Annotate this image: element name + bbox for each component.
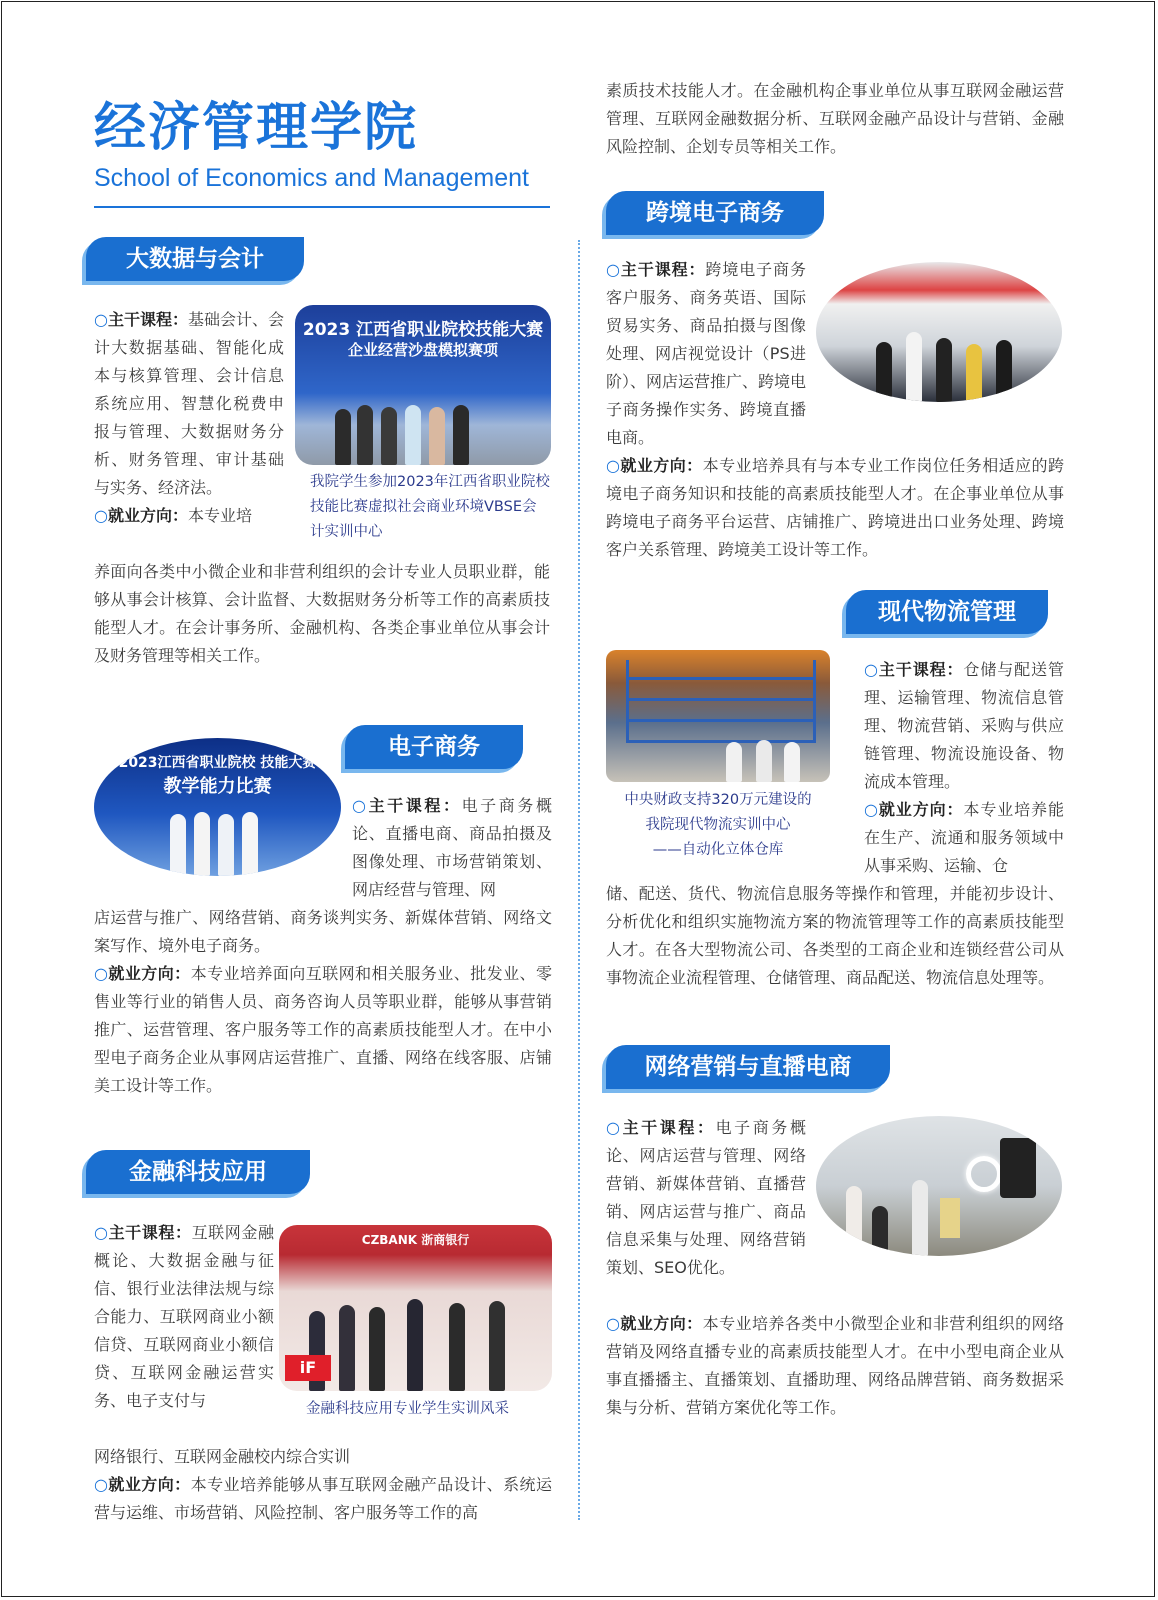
page-subtitle: School of Economics and Management — [94, 164, 529, 192]
fintech-courses-text: 互联网金融概论、大数据金融与征信、银行业法律法规与综合能力、互联网商业小额信贷、互联网商业小额信贷、互联网金融运营实务、电子支付与 — [94, 1223, 274, 1410]
title-underline — [94, 206, 550, 208]
big-data-career-text: 养面向各类中小微企业和非营利组织的会计专业人员职业群，能够从事会计核算、会计监督、大数据财务分析等工作的高素质技能型人才。在会计事务所、金融机构、各类企事业单位从事会计及财务管理等相关工作。 — [94, 562, 550, 665]
courses-label: 主干课程： — [620, 260, 706, 279]
logistics-career-start: 本专业培养能在生产、流通和服务领域中从事采购、运输、仓 — [864, 800, 1064, 875]
circle-bullet-icon: ○ — [94, 1223, 109, 1242]
live-streaming-photo — [816, 1116, 1062, 1256]
circle-bullet-icon: ○ — [94, 506, 108, 525]
logistics-caption-line-2: 我院现代物流实训中心 — [645, 817, 791, 833]
career-label: 就业方向： — [620, 456, 703, 475]
big-data-career-start: 本专业培 — [187, 506, 252, 525]
courses-label: 主干课程： — [878, 660, 964, 679]
fintech-courses — [94, 1219, 274, 1415]
fintech-photo-caption: 金融科技应用专业学生实训风采 — [306, 1401, 509, 1417]
courses-label: 主干课程： — [107, 310, 188, 329]
circle-bullet-icon: ○ — [864, 660, 879, 679]
ecommerce-courses-cont — [94, 904, 552, 1100]
ecommerce-courses — [352, 792, 552, 904]
live-courses — [606, 1114, 806, 1282]
logistics-caption-line-1: 中央财政支持320万元建设的 — [624, 792, 812, 808]
competition-photo — [295, 305, 551, 465]
photo-banner-text: 2023江西省职业院校 技能大赛 — [118, 755, 317, 771]
photo-banner-text: CZBANK 浙商银行 — [361, 1233, 470, 1247]
section-tab-fintech: 金融科技应用 — [86, 1150, 310, 1194]
career-label: 就业方向： — [107, 506, 188, 525]
courses-label: 主干课程： — [622, 1118, 716, 1137]
logistics-courses — [864, 656, 1064, 880]
fintech-career-text: 本专业培养能够从事互联网金融产品设计、系统运营与运维、市场营销、风险控制、客户服务等工作的高 — [94, 1475, 552, 1522]
photo-banner-subtext: 教学能力比赛 — [163, 776, 272, 797]
cross-border-lab-photo — [816, 262, 1062, 402]
circle-bullet-icon: ○ — [606, 456, 621, 475]
logistics-career-text: 储、配送、货代、物流信息服务等操作和管理，并能初步设计、分析优化和组织实施物流方案的物流管理等工作的高素质技能型人才。在各大型物流公司、各类型的工商企业和连锁经营公司从事物流企业流程管理、仓储管理、商品配送、物流信息处理等。 — [606, 884, 1064, 987]
cross-border-courses — [606, 256, 806, 452]
section-tab-cross-border: 跨境电子商务 — [606, 191, 824, 235]
photo-banner-subtext: 企业经营沙盘模拟赛项 — [347, 341, 498, 359]
section-tab-live: 网络营销与直播电商 — [606, 1045, 890, 1089]
photo-banner-text: 2023 江西省职业院校技能大赛 — [302, 320, 544, 340]
column-divider — [578, 240, 580, 1520]
section-tab-logistics: 现代物流管理 — [846, 590, 1048, 634]
fintech-courses-cont — [94, 1443, 552, 1527]
circle-bullet-icon: ○ — [864, 800, 879, 819]
circle-bullet-icon: ○ — [606, 260, 621, 279]
circle-bullet-icon: ○ — [94, 964, 109, 983]
page-title: 经济管理学院 — [94, 97, 419, 158]
live-career-text: 本专业培养各类中小微型企业和非营利组织的网络营销及网络直播专业的高素质技能型人才。在中小型电商企业从事直播播主、直播策划、直播助理、网络品牌营销、商务数据采集与分析、营销方案优化等工作。 — [606, 1314, 1064, 1417]
career-label: 就业方向： — [108, 964, 191, 983]
warehouse-photo — [606, 650, 830, 782]
big-data-courses-text: 基础会计、会计大数据基础、智能化成本与核算管理、会计信息系统应用、智慧化税费申报与管理、大数据财务分析、财务管理、审计基础与实务、经济法。 — [94, 310, 284, 497]
big-data-photo-caption: 我院学生参加2023年江西省职业院校技能比赛虚拟社会商业环境VBSE会计实训中心 — [310, 474, 550, 540]
circle-bullet-icon: ○ — [606, 1314, 621, 1333]
teaching-competition-photo — [94, 738, 341, 876]
career-label: 就业方向： — [878, 800, 964, 819]
section-tab-big-data: 大数据与会计 — [86, 237, 304, 281]
if-award-badge: iF — [285, 1355, 331, 1381]
cross-border-career — [606, 452, 1064, 564]
logistics-photo-caption — [606, 788, 830, 863]
live-career — [606, 1310, 1064, 1422]
career-label: 就业方向： — [620, 1314, 703, 1333]
fintech-training-photo — [279, 1225, 552, 1391]
live-courses-text: 电子商务概论、网店运营与管理、网络营销、新媒体营销、直播营销、网店运营与推广、商品信息采集与处理、网络营销策划、SEO优化。 — [606, 1118, 806, 1277]
courses-label: 主干课程： — [368, 796, 462, 815]
circle-bullet-icon: ○ — [94, 1475, 109, 1494]
circle-bullet-icon: ○ — [606, 1118, 623, 1137]
logistics-caption-line-3: ——自动化立体仓库 — [652, 842, 784, 858]
courses-label: 主干课程： — [108, 1223, 192, 1242]
ecommerce-courses-text: 电子商务概论、直播电商、商品拍摄及图像处理、市场营销策划、网店经营与管理、网 — [352, 796, 552, 899]
cross-border-courses-text: 跨境电子商务客户服务、商务英语、国际贸易实务、商品拍摄与图像处理、网店视觉设计（PS进阶）、网店运营推广、跨境电子商务操作实务、跨境直播电商。 — [606, 260, 807, 447]
big-data-courses — [94, 306, 284, 530]
logistics-courses-text: 仓储与配送管理、运输管理、物流信息管理、物流营销、采购与供应链管理、物流设施设备、物流成本管理。 — [864, 660, 1064, 791]
ecommerce-career-text: 本专业培养面向互联网和相关服务业、批发业、零售业等行业的销售人员、商务咨询人员等职业群，能够从事营销推广、运营管理、客户服务等工作的高素质技能型人才。在中小型电子商务企业从事网店运营推广、直播、网络在线客服、店铺美工设计等工作。 — [94, 964, 552, 1095]
ecommerce-courses-text-cont: 店运营与推广、网络营销、商务谈判实务、新媒体营销、网络文案写作、境外电子商务。 — [94, 908, 552, 955]
fintech-career-cont: 素质技术技能人才。在金融机构企事业单位从事互联网金融运营管理、互联网金融数据分析、互联网金融产品设计与营销、金融风险控制、企划专员等相关工作。 — [606, 81, 1064, 156]
career-label: 就业方向： — [108, 1475, 191, 1494]
circle-bullet-icon: ○ — [94, 310, 108, 329]
circle-bullet-icon: ○ — [352, 796, 369, 815]
cross-border-career-text: 本专业培养具有与本专业工作岗位任务相适应的跨境电子商务知识和技能的高素质技能型人才。在企事业单位从事跨境电子商务平台运营、店铺推广、跨境进出口业务处理、跨境客户关系管理、跨境美工设计等工作。 — [606, 456, 1064, 559]
fintech-courses-text-cont: 网络银行、互联网金融校内综合实训 — [94, 1447, 351, 1466]
section-tab-ecommerce: 电子商务 — [345, 725, 523, 769]
